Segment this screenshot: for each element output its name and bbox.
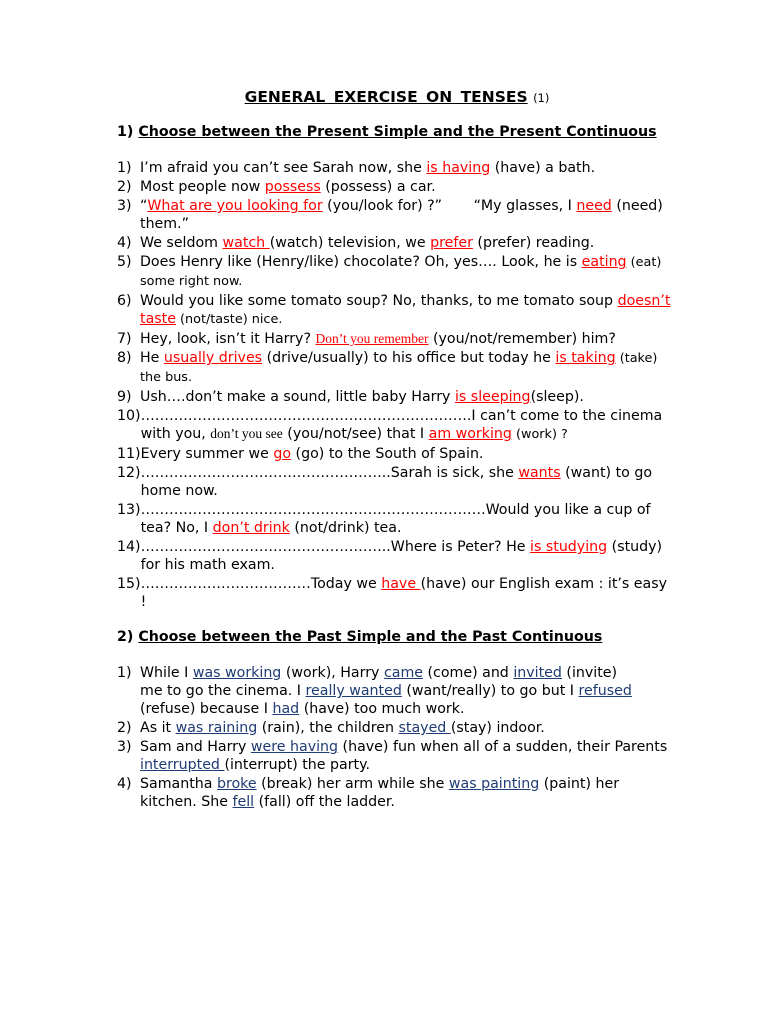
- answer: had: [272, 701, 300, 717]
- item-number: 4): [117, 235, 132, 251]
- answer: stayed: [398, 720, 451, 736]
- exercise-item: [117, 445, 677, 463]
- item-number: 6): [117, 293, 132, 309]
- answer: fell: [232, 794, 255, 810]
- page-title: [117, 88, 677, 106]
- exercise-item: [117, 159, 677, 177]
- exercise-item: [117, 464, 677, 500]
- exercise-item: [117, 234, 677, 252]
- item-text: Most people now possess (possess) a car.: [140, 179, 436, 195]
- exercise-item: [117, 775, 677, 811]
- exercise-item: [117, 407, 677, 444]
- item-number: 8): [117, 350, 132, 366]
- answer: was raining: [175, 720, 258, 736]
- exercise-list: [117, 664, 677, 811]
- item-text: ……………………………………………..Sarah is sick, she wants (want) to go home now.: [140, 465, 653, 499]
- item-text: We seldom watch (watch) television, we prefer (prefer) reading.: [140, 235, 595, 251]
- section-title: Choose between the Past Simple and the Past Continuous: [138, 629, 603, 645]
- exercise-item: [117, 575, 677, 611]
- item-text: Would you like some tomato soup? No, thanks, to me tomato soup doesn’t taste (not/taste) nice.: [140, 293, 671, 327]
- item-number: 11): [117, 446, 141, 462]
- answer: was painting: [448, 776, 540, 792]
- answer: interrupted: [140, 757, 225, 773]
- answer: prefer: [430, 235, 473, 251]
- section-number: 1): [117, 124, 134, 140]
- exercise-item: [117, 253, 677, 291]
- answer: have: [381, 576, 421, 592]
- answer: is having: [426, 160, 491, 176]
- exercise-item: [117, 538, 677, 574]
- answer: really wanted: [305, 683, 402, 699]
- item-number: 1): [117, 665, 132, 681]
- exercise-item: [117, 738, 677, 774]
- item-text: ……………………………………………..Where is Peter? He is studying (study) for his math exam.: [140, 539, 663, 573]
- answer: possess: [264, 179, 321, 195]
- title-number: (1): [533, 91, 550, 105]
- exercise-item: [117, 197, 677, 233]
- answer: broke: [216, 776, 257, 792]
- item-text: …………………………………………………………….I can’t come to the cinema with you, don’t you see (you/not/see) that I am working (work) ?: [140, 408, 663, 442]
- item-text: As it was raining (rain), the children stayed (stay) indoor.: [140, 720, 545, 736]
- item-text: While I was working (work), Harry came (come) and invited (invite) me to go the cinema. I really wanted (want/really) to go but I refused (refuse) because I had (have) too much work.: [140, 665, 632, 717]
- answer: was working: [192, 665, 282, 681]
- exercise-list: [117, 159, 677, 611]
- item-number: 5): [117, 254, 132, 270]
- document: [117, 88, 677, 812]
- title-text: GENERAL EXERCISE ON TENSES: [244, 88, 528, 106]
- item-number: 4): [117, 776, 132, 792]
- answer: don’t drink: [212, 520, 290, 536]
- answer: usually drives: [163, 350, 263, 366]
- item-number: 3): [117, 198, 132, 214]
- item-number: 15): [117, 576, 141, 592]
- answer: invited: [513, 665, 562, 681]
- exercise-item: [117, 178, 677, 196]
- item-text: Sam and Harry were having (have) fun when all of a sudden, their Parents interrupted (interrupt) the party.: [140, 739, 668, 773]
- answer: need: [576, 198, 612, 214]
- item-number: 2): [117, 179, 132, 195]
- answer: came: [383, 665, 423, 681]
- answer: wants: [518, 465, 561, 481]
- answer: is taking: [555, 350, 616, 366]
- answer: am working: [428, 426, 512, 442]
- item-text: Hey, look, isn’t it Harry? Don’t you remember (you/not/remember) him?: [140, 331, 616, 347]
- answer: Don’t you remember: [315, 331, 429, 346]
- answer: eating: [581, 254, 627, 270]
- item-number: 10): [117, 408, 141, 424]
- item-number: 14): [117, 539, 141, 555]
- item-number: 9): [117, 389, 132, 405]
- exercise-item: [117, 501, 677, 537]
- item-text: Every summer we go (go) to the South of Spain.: [140, 446, 484, 462]
- section-heading: [117, 124, 677, 141]
- section-heading: [117, 629, 677, 646]
- exercise-item: [117, 719, 677, 737]
- answer: doesn’t taste: [140, 293, 671, 327]
- answer: refused: [578, 683, 632, 699]
- answer: What are you looking for: [147, 198, 323, 214]
- section-title: Choose between the Present Simple and the Present Continuous: [138, 124, 657, 140]
- exercise-item: [117, 349, 677, 387]
- item-number: 1): [117, 160, 132, 176]
- item-text: ……………………………………………………………….Would you like a cup of tea? No, I don’t drink (not/drink) tea.: [140, 502, 651, 536]
- exercise-item: [117, 388, 677, 406]
- item-number: 3): [117, 739, 132, 755]
- exercise-item: [117, 292, 677, 329]
- item-number: 7): [117, 331, 132, 347]
- answer: is studying: [530, 539, 608, 555]
- answer: watch: [222, 235, 270, 251]
- exercise-item: [117, 664, 677, 718]
- item-number: 12): [117, 465, 141, 481]
- item-text: ………………………………Today we have (have) our English exam : it’s easy !: [140, 576, 668, 610]
- exercise-item: [117, 330, 677, 348]
- item-text: I’m afraid you can’t see Sarah now, she is having (have) a bath.: [140, 160, 596, 176]
- item-text: He usually drives (drive/usually) to his office but today he is taking (take) the bus.: [140, 350, 658, 385]
- item-text: Ush….don’t make a sound, little baby Harry is sleeping(sleep).: [140, 389, 584, 405]
- item-text: Does Henry like (Henry/like) chocolate? Oh, yes…. Look, he is eating (eat) some right now.: [140, 254, 662, 289]
- answer: were having: [250, 739, 339, 755]
- section-number: 2): [117, 629, 134, 645]
- item-number: 2): [117, 720, 132, 736]
- item-text: “What are you looking for (you/look for) ?” “My glasses, I need (need) them.”: [140, 198, 668, 232]
- phrase: don’t you see: [210, 426, 283, 441]
- item-text: Samantha broke (break) her arm while she was painting (paint) her kitchen. She fell (fall) off the ladder.: [140, 776, 620, 810]
- item-number: 13): [117, 502, 141, 518]
- answer: go: [273, 446, 292, 462]
- answer: is sleeping: [454, 389, 531, 405]
